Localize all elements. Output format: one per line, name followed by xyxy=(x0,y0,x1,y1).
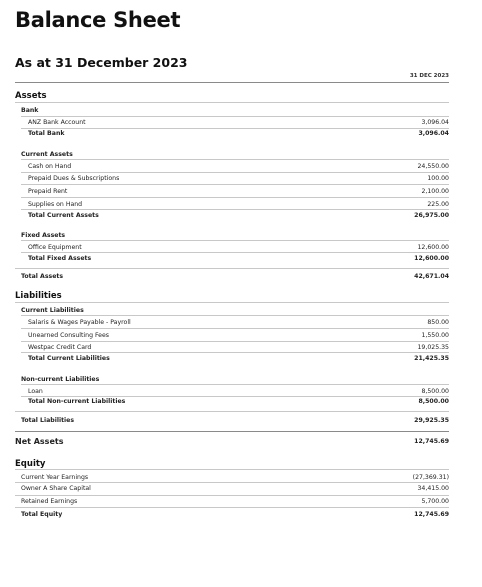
row-label: Current Year Earnings xyxy=(21,474,89,481)
table-row xyxy=(15,330,449,341)
group-noncurrent-liabilities-heading: Non-current Liabilities xyxy=(21,376,100,383)
column-header-date: 31 DEC 2023 xyxy=(409,73,449,79)
row-label: Unearned Consulting Fees xyxy=(28,332,110,339)
table-row xyxy=(15,317,449,328)
row-value: 850.00 xyxy=(427,319,449,326)
row-value: 8,500.00 xyxy=(421,388,449,395)
total-equity-row xyxy=(15,509,449,520)
table-row xyxy=(15,161,449,172)
table-row xyxy=(15,483,449,494)
total-assets-row xyxy=(15,271,449,282)
row-label: Net Assets xyxy=(15,437,64,446)
row-label: Prepaid Rent xyxy=(28,188,68,195)
row-label: Total Assets xyxy=(21,273,64,280)
row-value: 12,745.69 xyxy=(414,511,449,518)
total-row xyxy=(15,353,449,364)
row-value: 19,025.35 xyxy=(417,344,449,351)
total-row xyxy=(15,128,449,139)
total-row xyxy=(15,253,449,264)
row-label: Office Equipment xyxy=(28,244,82,251)
row-value: 34,415.00 xyxy=(417,485,449,492)
table-row xyxy=(15,117,449,128)
row-label: Loan xyxy=(28,388,43,395)
row-label: Total Fixed Assets xyxy=(28,255,92,262)
net-assets-row xyxy=(15,436,449,447)
total-row xyxy=(15,396,449,407)
divider xyxy=(21,240,449,241)
row-label: Total Current Liabilities xyxy=(28,355,110,362)
row-value: 5,700.00 xyxy=(421,498,449,505)
row-value: 42,671.04 xyxy=(414,273,449,280)
report-subtitle: As at 31 December 2023 xyxy=(15,55,188,70)
divider xyxy=(21,184,449,185)
divider xyxy=(15,431,449,432)
row-label: Total Current Assets xyxy=(28,212,99,219)
row-label: Salaris & Wages Payable - Payroll xyxy=(28,319,131,326)
row-value: 29,925.35 xyxy=(414,417,449,424)
row-value: 24,550.00 xyxy=(417,163,449,170)
row-value: 3,096.04 xyxy=(418,130,449,137)
row-value: 12,745.69 xyxy=(414,438,449,445)
row-label: Total Equity xyxy=(21,511,63,518)
row-value: 21,425.35 xyxy=(414,355,449,362)
report-title: Balance Sheet xyxy=(15,8,181,32)
divider xyxy=(15,411,449,412)
divider xyxy=(21,197,449,198)
row-label: Westpac Credit Card xyxy=(28,344,92,351)
row-label: Cash on Hand xyxy=(28,163,72,170)
row-value: 2,100.00 xyxy=(421,188,449,195)
row-label: Prepaid Dues & Subscriptions xyxy=(28,175,120,182)
divider xyxy=(15,82,449,83)
row-label: Total Non-current Liabilities xyxy=(28,398,126,405)
section-equity-heading: Equity xyxy=(15,459,46,469)
row-value: 1,550.00 xyxy=(421,332,449,339)
row-value: 26,975.00 xyxy=(414,212,449,219)
total-row xyxy=(15,210,449,221)
group-fixed-assets-heading: Fixed Assets xyxy=(21,232,66,239)
divider xyxy=(15,268,449,269)
divider xyxy=(21,315,449,316)
section-assets-heading: Assets xyxy=(15,91,47,101)
group-current-assets-heading: Current Assets xyxy=(21,151,73,158)
total-liabilities-row xyxy=(15,415,449,426)
table-row xyxy=(15,173,449,184)
row-label: Total Liabilities xyxy=(21,417,75,424)
row-label: Retained Earnings xyxy=(21,498,78,505)
row-value: 12,600.00 xyxy=(417,244,449,251)
divider xyxy=(15,302,449,303)
row-value: 100.00 xyxy=(427,175,449,182)
divider xyxy=(21,159,449,160)
divider xyxy=(21,384,449,385)
row-label: Supplies on Hand xyxy=(28,201,83,208)
row-value: (27,369.31) xyxy=(412,474,449,481)
row-value: 3,096.04 xyxy=(421,119,449,126)
row-label: ANZ Bank Account xyxy=(28,119,86,126)
divider xyxy=(15,469,449,470)
row-value: 12,600.00 xyxy=(414,255,449,262)
row-label: Owner A Share Capital xyxy=(21,485,91,492)
row-value: 8,500.00 xyxy=(418,398,449,405)
divider xyxy=(21,328,449,329)
row-value: 225.00 xyxy=(427,201,449,208)
divider xyxy=(15,102,449,103)
row-label: Total Bank xyxy=(28,130,65,137)
table-row xyxy=(15,186,449,197)
group-current-liabilities-heading: Current Liabilities xyxy=(21,307,84,314)
divider xyxy=(15,507,449,508)
table-row xyxy=(15,496,449,507)
group-bank-heading: Bank xyxy=(21,107,39,114)
section-liabilities-heading: Liabilities xyxy=(15,291,62,301)
